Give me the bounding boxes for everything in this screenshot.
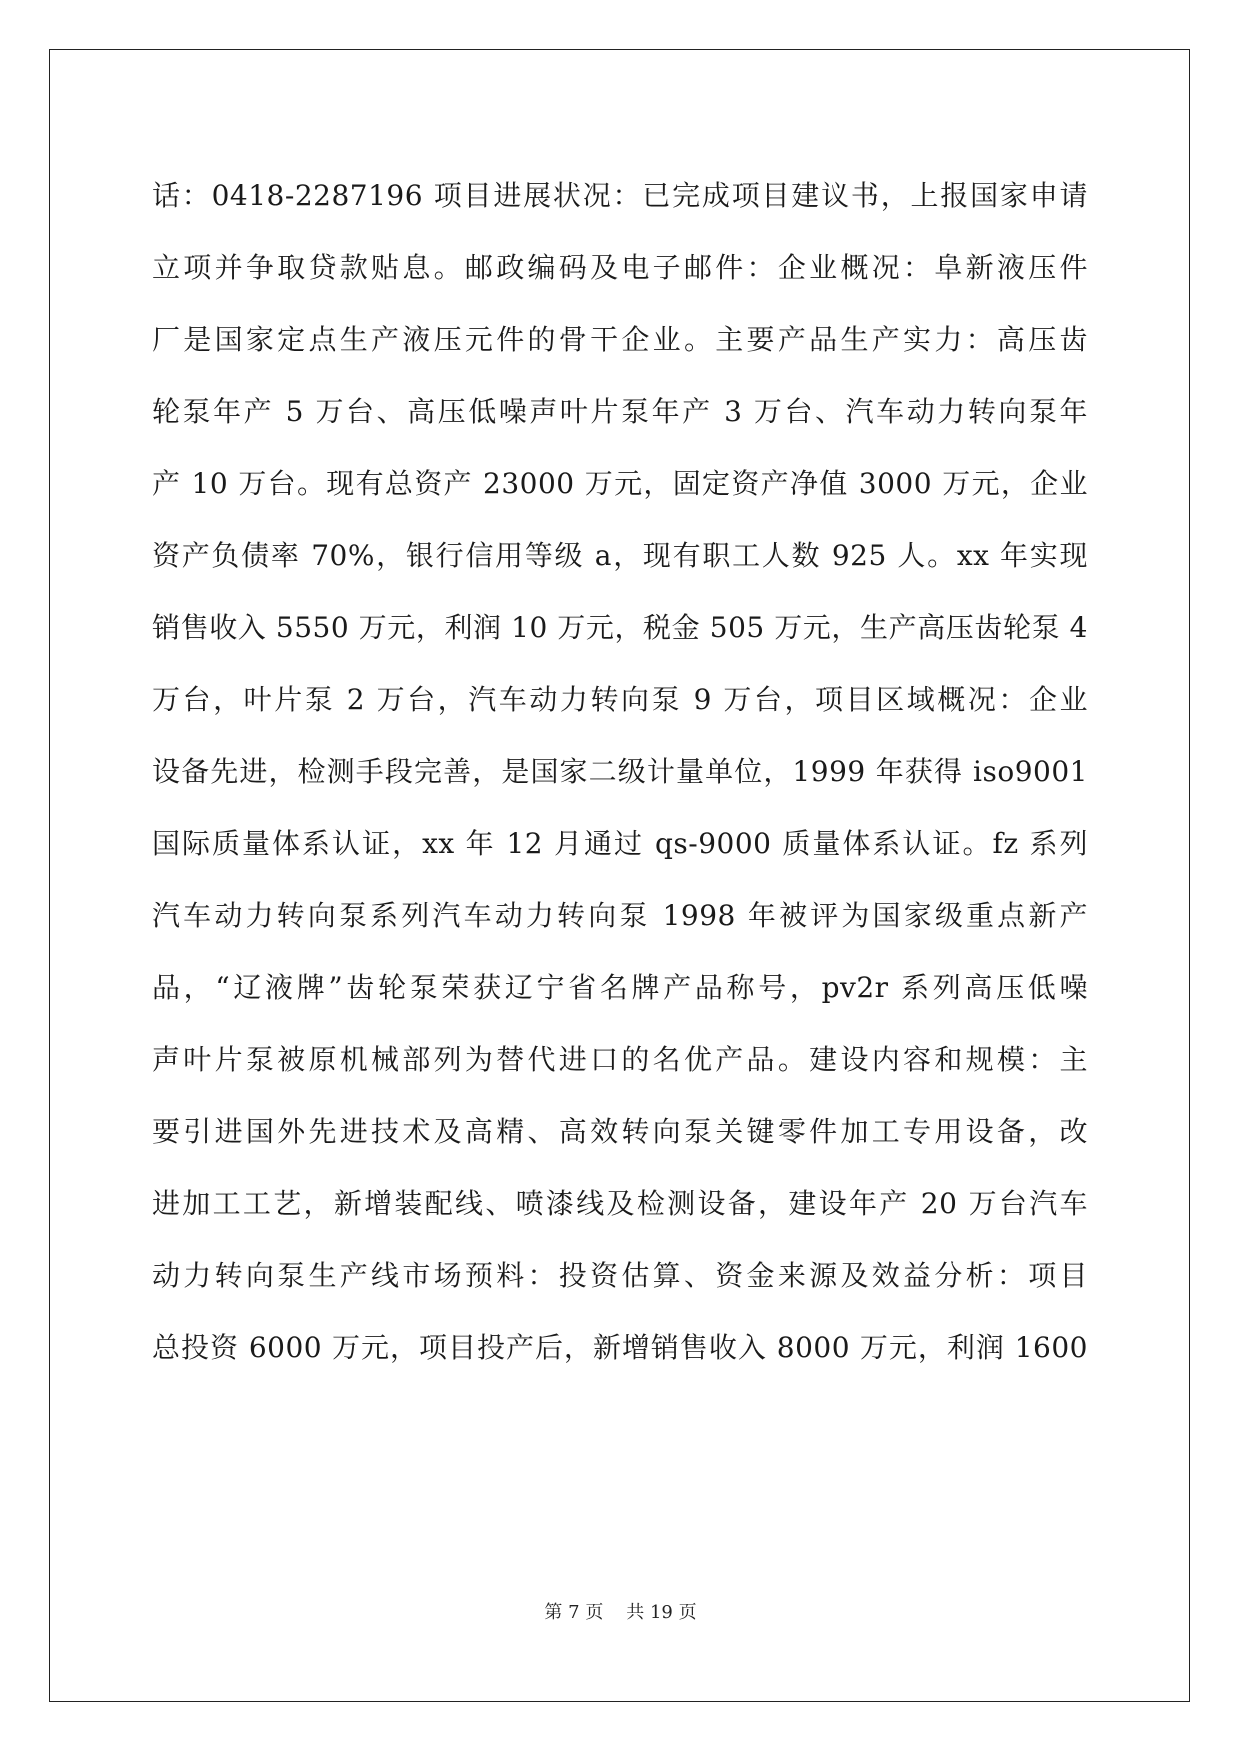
text-line: 销售收入 5550 万元，利润 10 万元，税金 505 万元，生产高压齿轮泵 4	[152, 611, 1088, 644]
text-line: 国际质量体系认证，xx 年 12 月通过 qs-9000 质量体系认证。fz 系列	[152, 827, 1088, 860]
text-line: 万台，叶片泵 2 万台，汽车动力转向泵 9 万台，项目区域概况：企业	[152, 683, 1088, 716]
page-total: 共 19 页	[626, 1602, 697, 1623]
text-line: 声叶片泵被原机械部列为替代进口的名优产品。建设内容和规模：主	[152, 1043, 1088, 1076]
text-line: 话：0418-2287196 项目进展状况：已完成项目建议书，上报国家申请	[152, 179, 1088, 212]
document-body	[152, 160, 1088, 1384]
page-number: 第 7 页	[544, 1602, 604, 1623]
text-line: 品，“辽液牌”齿轮泵荣获辽宁省名牌产品称号，pv2r 系列高压低噪	[152, 971, 1088, 1004]
text-line: 要引进国外先进技术及高精、高效转向泵关键零件加工专用设备，改	[152, 1115, 1088, 1148]
text-line: 厂是国家定点生产液压元件的骨干企业。主要产品生产实力：高压齿	[152, 323, 1088, 356]
text-line: 资产负债率 70%，银行信用等级 a，现有职工人数 925 人。xx 年实现	[152, 539, 1088, 572]
text-line: 动力转向泵生产线市场预料：投资估算、资金来源及效益分析：项目	[152, 1259, 1088, 1292]
text-line: 立项并争取贷款贴息。邮政编码及电子邮件：企业概况：阜新液压件	[152, 251, 1088, 284]
text-line: 进加工工艺，新增装配线、喷漆线及检测设备，建设年产 20 万台汽车	[152, 1187, 1088, 1220]
page-footer	[0, 1598, 1241, 1624]
text-line: 总投资 6000 万元，项目投产后，新增销售收入 8000 万元，利润 1600	[152, 1331, 1088, 1364]
text-line: 轮泵年产 5 万台、高压低噪声叶片泵年产 3 万台、汽车动力转向泵年	[152, 395, 1088, 428]
text-line: 产 10 万台。现有总资产 23000 万元，固定资产净值 3000 万元，企业	[152, 467, 1088, 500]
text-line: 汽车动力转向泵系列汽车动力转向泵 1998 年被评为国家级重点新产	[152, 899, 1088, 932]
text-line: 设备先进，检测手段完善，是国家二级计量单位，1999 年获得 iso9001	[152, 755, 1088, 788]
